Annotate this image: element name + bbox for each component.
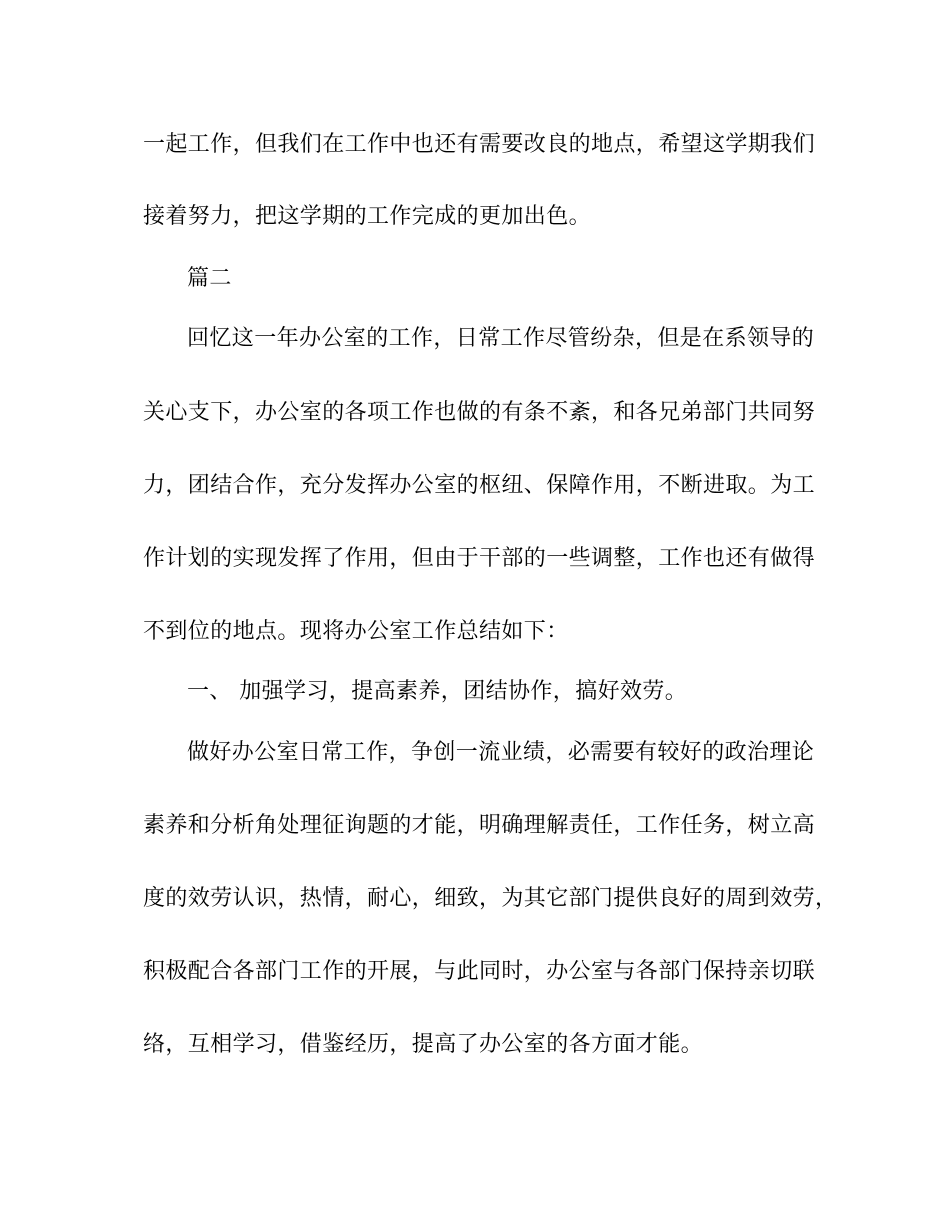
paragraph-line-5: 力，团结合作，充分发挥办公室的枢纽、保障作用，不断进取。为工 <box>143 473 816 498</box>
section-heading: 篇二 <box>187 266 232 291</box>
paragraph-line-6: 作计划的实现发挥了作用，但由于干部的一些调整，工作也还有做得 <box>143 546 816 571</box>
paragraph-line-1: 一起工作，但我们在工作中也还有需要改良的地点，希望这学期我们 <box>143 132 816 157</box>
paragraph-line-3: 回忆这一年办公室的工作，日常工作尽管纷杂，但是在系领导的 <box>187 326 815 351</box>
paragraph-line-8: 做好办公室日常工作，争创一流业绩，必需要有较好的政治理论 <box>187 740 815 765</box>
paragraph-line-4: 关心支下，办公室的各项工作也做的有条不紊，和各兄弟部门共同努 <box>143 400 816 425</box>
paragraph-line-2: 接着努力，把这学期的工作完成的更加出色。 <box>143 204 592 229</box>
paragraph-line-10: 度的效劳认识，热情，耐心，细致，为其它部门提供良好的周到效劳， <box>143 886 838 911</box>
paragraph-line-12: 络，互相学习，借鉴经历，提高了办公室的各方面才能。 <box>143 1032 704 1057</box>
paragraph-line-11: 积极配合各部门工作的开展，与此同时，办公室与各部门保持亲切联 <box>143 959 816 984</box>
paragraph-line-9: 素养和分析角处理征询题的才能，明确理解责任，工作任务，树立高 <box>143 813 816 838</box>
paragraph-line-7: 不到位的地点。现将办公室工作总结如下： <box>143 619 569 644</box>
numbered-item-heading: 一、 加强学习，提高素养，团结协作，搞好效劳。 <box>187 679 688 704</box>
